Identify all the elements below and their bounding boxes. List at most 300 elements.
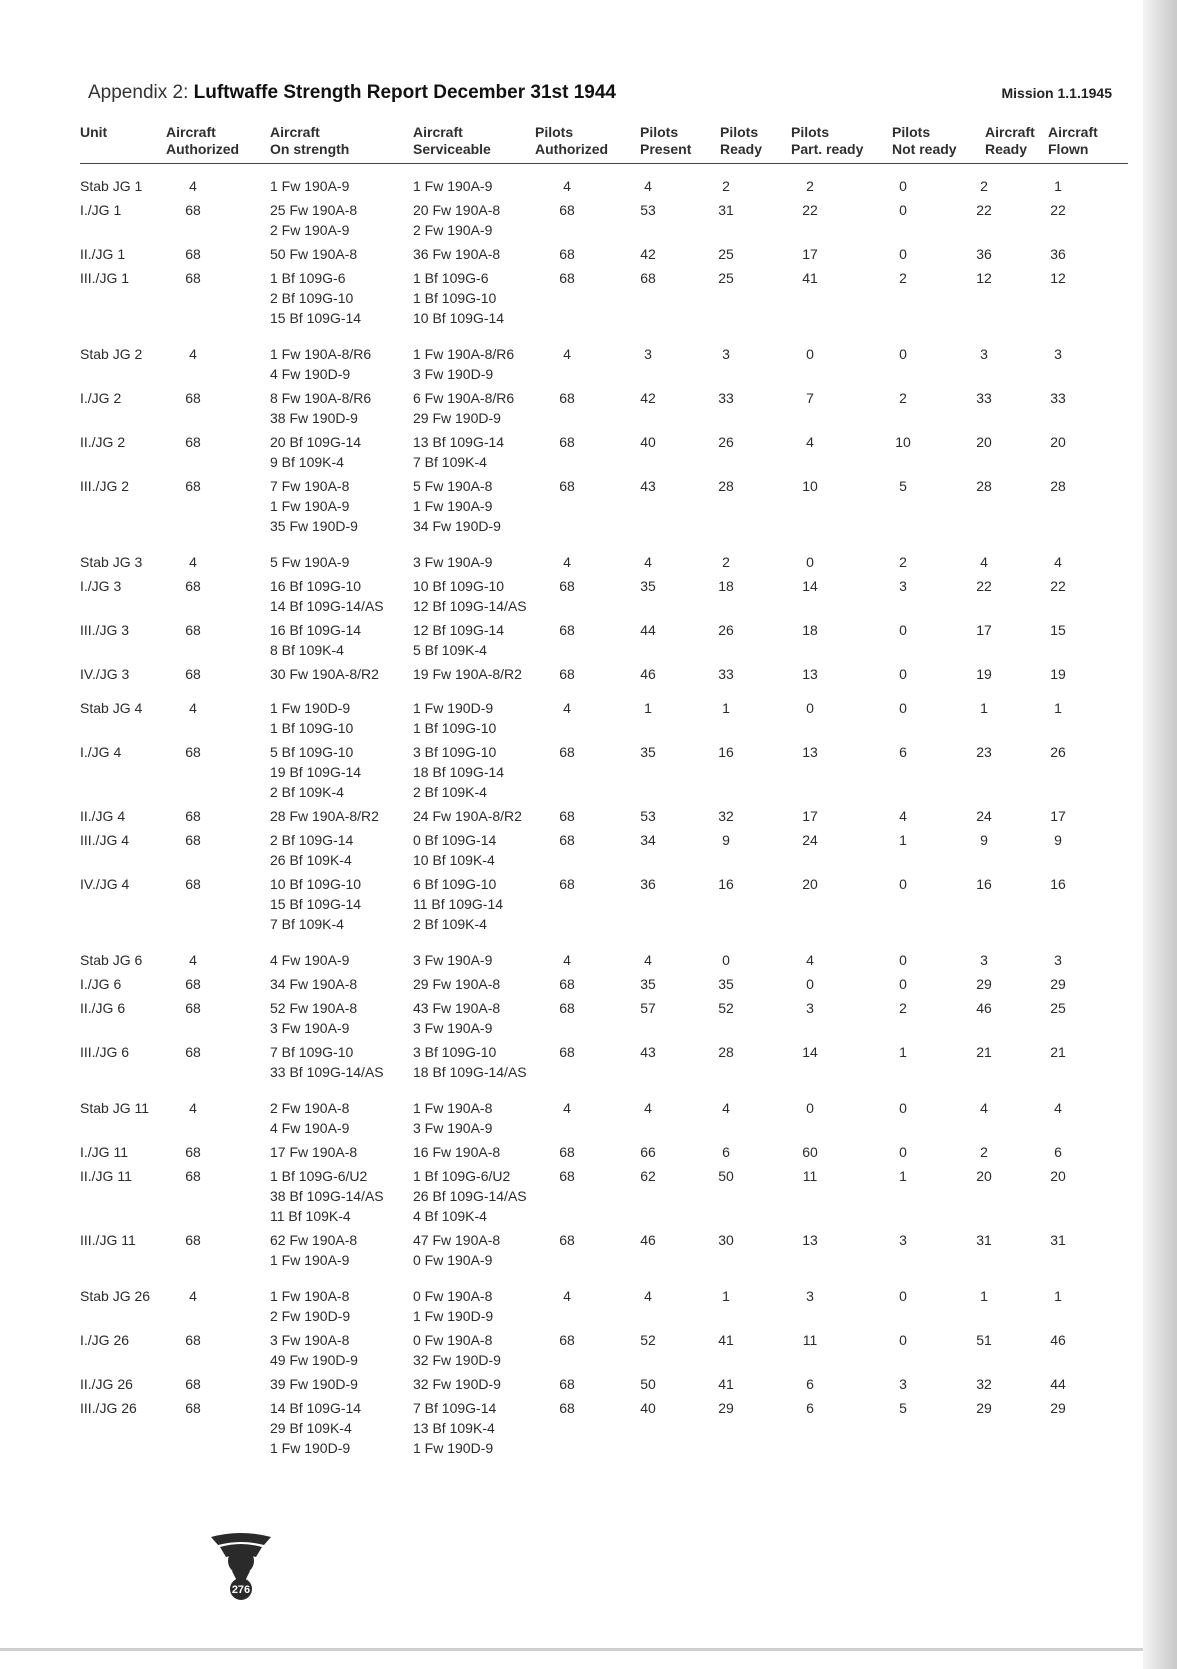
cell-unit: Stab JG 4: [80, 700, 143, 716]
aircraft-line: 18 Bf 109G-14: [413, 764, 505, 780]
cell-on-strength: [270, 1286, 410, 1326]
cell-p-auth: 68: [559, 390, 575, 406]
cell-on-strength: [270, 806, 410, 826]
cell-unit: III./JG 2: [80, 478, 130, 494]
cell-ac-flown: 26: [1050, 744, 1066, 760]
cell-ac-flown: 36: [1050, 246, 1066, 262]
cell-p-part: 17: [802, 246, 818, 262]
cell-p-part: 2: [806, 178, 814, 194]
cell-ac-auth: 4: [189, 1288, 197, 1304]
cell-p-ready: 18: [718, 578, 734, 594]
table-row: [80, 244, 1128, 264]
col-header-line1: Pilots: [640, 124, 679, 140]
cell-p-auth: 68: [559, 622, 575, 638]
cell-p-present: 62: [640, 1168, 656, 1184]
cell-ac-flown: 12: [1050, 270, 1066, 286]
cell-ac-flown: 6: [1054, 1144, 1062, 1160]
cell-p-auth: 68: [559, 808, 575, 824]
cell-p-auth: 4: [563, 178, 571, 194]
table-row: [80, 552, 1128, 572]
cell-p-ready: 35: [718, 976, 734, 992]
aircraft-line: 0 Fw 190A-9: [413, 1252, 493, 1268]
cell-ac-ready: 1: [980, 1288, 988, 1304]
aircraft-line: 3 Fw 190A-9: [413, 1020, 493, 1036]
cell-ac-auth: 68: [185, 876, 201, 892]
cell-p-auth: 68: [559, 478, 575, 494]
table-row: [80, 742, 1128, 802]
cell-p-ready: 33: [718, 390, 734, 406]
cell-p-present: 52: [640, 1332, 656, 1348]
aircraft-line: 3 Bf 109G-10: [413, 744, 497, 760]
cell-p-not: 5: [899, 478, 907, 494]
cell-p-not: 0: [899, 622, 907, 638]
table-row: [80, 268, 1128, 328]
cell-p-part: 24: [802, 832, 818, 848]
col-header-line2: Flown: [1048, 141, 1089, 157]
cell-ac-ready: 4: [980, 1100, 988, 1116]
table-row: [80, 620, 1128, 660]
cell-p-part: 60: [802, 1144, 818, 1160]
cell-ac-ready: 3: [980, 952, 988, 968]
aircraft-line: 8 Bf 109K-4: [270, 642, 344, 658]
aircraft-line: 15 Bf 109G-14: [270, 896, 362, 912]
cell-p-ready: 29: [718, 1400, 734, 1416]
cell-p-present: 57: [640, 1000, 656, 1016]
cell-p-part: 0: [806, 1100, 814, 1116]
aircraft-line: 4 Fw 190A-9: [270, 1120, 350, 1136]
cell-p-auth: 68: [559, 1376, 575, 1392]
aircraft-line: 3 Fw 190A-9: [413, 554, 493, 570]
cell-ac-ready: 4: [980, 554, 988, 570]
aircraft-line: 2 Bf 109K-4: [270, 784, 344, 800]
cell-p-ready: 9: [722, 832, 730, 848]
cell-p-part: 14: [802, 1044, 818, 1060]
cell-ac-ready: 22: [976, 578, 992, 594]
cell-on-strength: [270, 1166, 410, 1226]
cell-p-part: 0: [806, 700, 814, 716]
cell-p-part: 6: [806, 1400, 814, 1416]
cell-ac-ready: 17: [976, 622, 992, 638]
cell-serviceable: [413, 1098, 543, 1138]
aircraft-line: 7 Bf 109G-10: [270, 1044, 354, 1060]
cell-on-strength: [270, 742, 410, 802]
col-header-line1: Pilots: [892, 124, 931, 140]
cell-ac-flown: 22: [1050, 202, 1066, 218]
cell-serviceable: [413, 476, 543, 536]
cell-p-ready: 26: [718, 622, 734, 638]
cell-ac-ready: 51: [976, 1332, 992, 1348]
cell-p-part: 7: [806, 390, 814, 406]
cell-ac-ready: 9: [980, 832, 988, 848]
cell-p-not: 3: [899, 578, 907, 594]
col-header-pilots-ready: [720, 124, 762, 158]
table-row: [80, 476, 1128, 536]
table-row: [80, 1330, 1128, 1370]
cell-unit: I./JG 26: [80, 1332, 130, 1348]
cell-p-present: 53: [640, 808, 656, 824]
cell-p-part: 0: [806, 554, 814, 570]
cell-p-not: 0: [899, 1144, 907, 1160]
cell-ac-auth: 4: [189, 700, 197, 716]
col-header-line1: Pilots: [791, 124, 830, 140]
cell-p-present: 35: [640, 744, 656, 760]
table-row: [80, 830, 1128, 870]
cell-p-present: 4: [644, 1100, 652, 1116]
table-row: [80, 176, 1128, 196]
aircraft-line: 8 Fw 190A-8/R6: [270, 390, 372, 406]
cell-unit: II./JG 26: [80, 1376, 133, 1392]
col-header-line1: Unit: [80, 124, 108, 140]
aircraft-line: 0 Fw 190A-8: [413, 1288, 493, 1304]
cell-p-present: 68: [640, 270, 656, 286]
aircraft-line: 9 Bf 109K-4: [270, 454, 344, 470]
cell-p-part: 0: [806, 976, 814, 992]
col-header-line2: On strength: [270, 141, 350, 157]
cell-on-strength: [270, 476, 410, 536]
cell-p-part: 11: [802, 1168, 818, 1184]
cell-ac-auth: 68: [185, 808, 201, 824]
cell-p-present: 35: [640, 976, 656, 992]
cell-p-present: 4: [644, 178, 652, 194]
cell-p-present: 46: [640, 666, 656, 682]
cell-p-not: 2: [899, 1000, 907, 1016]
aircraft-line: 0 Bf 109G-14: [413, 832, 497, 848]
table-row: [80, 432, 1128, 472]
table-row: [80, 698, 1128, 738]
cell-on-strength: [270, 974, 410, 994]
cell-p-part: 13: [802, 1232, 818, 1248]
aircraft-line: 4 Fw 190D-9: [270, 366, 351, 382]
table-row: [80, 974, 1128, 994]
aircraft-line: 10 Bf 109K-4: [413, 852, 495, 868]
cell-ac-auth: 68: [185, 390, 201, 406]
aircraft-line: 6 Bf 109G-10: [413, 876, 497, 892]
cell-ac-flown: 29: [1050, 1400, 1066, 1416]
aircraft-line: 2 Bf 109K-4: [413, 916, 487, 932]
cell-ac-flown: 1: [1054, 178, 1062, 194]
cell-ac-ready: 16: [976, 876, 992, 892]
cell-p-ready: 41: [718, 1332, 734, 1348]
aircraft-line: 0 Fw 190A-8: [413, 1332, 493, 1348]
cell-p-part: 13: [802, 744, 818, 760]
aircraft-line: 19 Bf 109G-14: [270, 764, 362, 780]
aircraft-line: 43 Fw 190A-8: [413, 1000, 501, 1016]
cell-p-ready: 33: [718, 666, 734, 682]
cell-p-ready: 52: [718, 1000, 734, 1016]
cell-serviceable: [413, 1230, 543, 1270]
cell-serviceable: [413, 268, 543, 328]
aircraft-line: 28 Fw 190A-8/R2: [270, 808, 379, 824]
cell-on-strength: [270, 1142, 410, 1162]
cell-ac-auth: 68: [185, 578, 201, 594]
cell-p-auth: 68: [559, 270, 575, 286]
table-row: [80, 1098, 1128, 1138]
cell-ac-auth: 4: [189, 1100, 197, 1116]
col-header-line2: Ready: [720, 141, 763, 157]
aircraft-line: 3 Bf 109G-10: [413, 1044, 497, 1060]
aircraft-line: 30 Fw 190A-8/R2: [270, 666, 379, 682]
cell-ac-auth: 4: [189, 952, 197, 968]
cell-unit: III./JG 3: [80, 622, 130, 638]
cell-unit: III./JG 4: [80, 832, 130, 848]
cell-on-strength: [270, 874, 410, 934]
cell-ac-flown: 22: [1050, 578, 1066, 594]
aircraft-line: 1 Bf 109G-10: [270, 720, 354, 736]
table-row: [80, 1398, 1128, 1458]
cell-p-present: 4: [644, 1288, 652, 1304]
cell-p-part: 3: [806, 1288, 814, 1304]
cell-ac-ready: 21: [976, 1044, 992, 1060]
table-row: [80, 1042, 1128, 1082]
cell-on-strength: [270, 1098, 410, 1138]
cell-ac-flown: 19: [1050, 666, 1066, 682]
cell-unit: I./JG 11: [80, 1144, 128, 1160]
cell-p-auth: 68: [559, 1144, 575, 1160]
cell-p-ready: 50: [718, 1168, 734, 1184]
cell-p-part: 4: [806, 952, 814, 968]
cell-ac-auth: 68: [185, 1376, 201, 1392]
aircraft-line: 2 Fw 190D-9: [270, 1308, 351, 1324]
cell-on-strength: [270, 664, 410, 684]
aircraft-line: 19 Fw 190A-8/R2: [413, 666, 522, 682]
table-row: [80, 1166, 1128, 1226]
col-header-line2: Authorized: [166, 141, 240, 157]
cell-ac-ready: 36: [976, 246, 992, 262]
aircraft-line: 2 Bf 109K-4: [413, 784, 487, 800]
cell-p-not: 1: [899, 1168, 907, 1184]
aircraft-line: 12 Bf 109G-14/AS: [413, 598, 527, 614]
aircraft-line: 11 Bf 109K-4: [270, 1208, 351, 1224]
cell-ac-auth: 68: [185, 1232, 201, 1248]
cell-ac-auth: 68: [185, 202, 201, 218]
col-header-line2: Part. ready: [791, 141, 864, 157]
cell-p-part: 11: [802, 1332, 818, 1348]
cell-ac-flown: 16: [1050, 876, 1066, 892]
aircraft-line: 50 Fw 190A-8: [270, 246, 358, 262]
cell-p-ready: 26: [718, 434, 734, 450]
cell-ac-auth: 68: [185, 832, 201, 848]
cell-serviceable: [413, 388, 543, 428]
aircraft-line: 16 Fw 190A-8: [413, 1144, 501, 1160]
cell-unit: Stab JG 2: [80, 346, 143, 362]
cell-p-ready: 2: [722, 178, 730, 194]
cell-p-not: 3: [899, 1376, 907, 1392]
aircraft-line: 16 Bf 109G-10: [270, 578, 362, 594]
aircraft-line: 1 Fw 190A-9: [413, 498, 493, 514]
cell-p-auth: 68: [559, 832, 575, 848]
cell-serviceable: [413, 1398, 543, 1458]
table-row: [80, 664, 1128, 684]
cell-unit: Stab JG 11: [80, 1100, 150, 1116]
cell-ac-ready: 20: [976, 434, 992, 450]
cell-p-auth: 68: [559, 1044, 575, 1060]
cell-p-not: 0: [899, 1100, 907, 1116]
aircraft-line: 5 Fw 190A-9: [270, 554, 350, 570]
aircraft-line: 26 Bf 109G-14/AS: [413, 1188, 527, 1204]
aircraft-line: 14 Bf 109G-14/AS: [270, 598, 384, 614]
aircraft-line: 1 Fw 190D-9: [413, 1308, 494, 1324]
cell-on-strength: [270, 1042, 410, 1082]
aircraft-line: 3 Fw 190A-9: [413, 952, 493, 968]
cell-ac-flown: 1: [1054, 700, 1062, 716]
col-header-pilots-not-ready: [892, 124, 957, 158]
cell-on-strength: [270, 950, 410, 970]
cell-ac-auth: 68: [185, 246, 201, 262]
cell-on-strength: [270, 1398, 410, 1458]
col-header-unit: [80, 124, 107, 141]
cell-p-ready: 1: [722, 1288, 730, 1304]
cell-p-present: 3: [644, 346, 652, 362]
cell-on-strength: [270, 200, 410, 240]
cell-unit: II./JG 1: [80, 246, 126, 262]
cell-serviceable: [413, 432, 543, 472]
cell-p-auth: 4: [563, 700, 571, 716]
cell-on-strength: [270, 1330, 410, 1370]
cell-ac-auth: 4: [189, 178, 197, 194]
table-row: [80, 1142, 1128, 1162]
aircraft-line: 38 Fw 190D-9: [270, 410, 358, 426]
aircraft-line: 15 Bf 109G-14: [270, 310, 362, 326]
aircraft-line: 36 Fw 190A-8: [413, 246, 501, 262]
table-header: [80, 124, 1128, 164]
aircraft-line: 24 Fw 190A-8/R2: [413, 808, 522, 824]
cell-p-present: 40: [640, 1400, 656, 1416]
cell-on-strength: [270, 388, 410, 428]
cell-serviceable: [413, 1330, 543, 1370]
cell-p-part: 14: [802, 578, 818, 594]
cell-unit: IV./JG 3: [80, 666, 130, 682]
cell-p-ready: 16: [718, 744, 734, 760]
aircraft-line: 32 Fw 190D-9: [413, 1376, 501, 1392]
cell-p-present: 4: [644, 952, 652, 968]
aircraft-line: 1 Fw 190D-9: [270, 1440, 351, 1456]
cell-p-auth: 4: [563, 952, 571, 968]
cell-p-present: 1: [644, 700, 652, 716]
aircraft-line: 10 Bf 109G-10: [413, 578, 505, 594]
cell-p-ready: 28: [718, 478, 734, 494]
cell-p-ready: 2: [722, 554, 730, 570]
cell-p-present: 66: [640, 1144, 656, 1160]
cell-ac-flown: 29: [1050, 976, 1066, 992]
cell-on-strength: [270, 552, 410, 572]
cell-unit: I./JG 1: [80, 202, 122, 218]
cell-p-ready: 0: [722, 952, 730, 968]
cell-p-not: 4: [899, 808, 907, 824]
cell-ac-flown: 20: [1050, 434, 1066, 450]
cell-unit: Stab JG 26: [80, 1288, 151, 1304]
cell-serviceable: [413, 664, 543, 684]
cell-ac-auth: 68: [185, 434, 201, 450]
cell-unit: II./JG 6: [80, 1000, 126, 1016]
cell-ac-ready: 3: [980, 346, 988, 362]
cell-p-present: 4: [644, 554, 652, 570]
cell-ac-flown: 17: [1050, 808, 1066, 824]
cell-ac-flown: 44: [1050, 1376, 1066, 1392]
cell-p-not: 3: [899, 1232, 907, 1248]
cell-p-part: 13: [802, 666, 818, 682]
aircraft-line: 1 Fw 190A-9: [413, 178, 493, 194]
cell-ac-flown: 3: [1054, 952, 1062, 968]
table-row: [80, 950, 1128, 970]
col-header-line1: Aircraft: [1048, 124, 1098, 140]
cell-p-present: 43: [640, 1044, 656, 1060]
title-main: Luftwaffe Strength Report December 31st 1944: [193, 82, 616, 103]
aircraft-line: 39 Fw 190D-9: [270, 1376, 358, 1392]
cell-p-auth: 4: [563, 1100, 571, 1116]
cell-on-strength: [270, 268, 410, 328]
aircraft-line: 2 Fw 190A-8: [270, 1100, 350, 1116]
aircraft-line: 3 Fw 190D-9: [413, 366, 494, 382]
cell-ac-flown: 9: [1054, 832, 1062, 848]
cell-ac-ready: 23: [976, 744, 992, 760]
bottom-edge-line: [0, 1648, 1143, 1651]
aircraft-line: 62 Fw 190A-8: [270, 1232, 358, 1248]
table-row: [80, 806, 1128, 826]
cell-ac-auth: 68: [185, 1044, 201, 1060]
cell-unit: II./JG 11: [80, 1168, 132, 1184]
cell-p-part: 6: [806, 1376, 814, 1392]
cell-p-present: 36: [640, 876, 656, 892]
cell-p-part: 22: [802, 202, 818, 218]
cell-ac-ready: 2: [980, 1144, 988, 1160]
cell-ac-auth: 68: [185, 1168, 201, 1184]
aircraft-line: 1 Bf 109G-6: [270, 270, 346, 286]
col-header-line1: Aircraft: [413, 124, 463, 140]
aircraft-line: 34 Fw 190A-8: [270, 976, 358, 992]
cell-ac-ready: 29: [976, 1400, 992, 1416]
aircraft-line: 33 Bf 109G-14/AS: [270, 1064, 384, 1080]
col-header-aircraft-authorized: [166, 124, 239, 158]
cell-p-ready: 28: [718, 1044, 734, 1060]
cell-unit: Stab JG 6: [80, 952, 143, 968]
cell-ac-auth: 68: [185, 1000, 201, 1016]
cell-serviceable: [413, 576, 543, 616]
cell-unit: I./JG 6: [80, 976, 122, 992]
cell-p-present: 44: [640, 622, 656, 638]
cell-serviceable: [413, 344, 543, 384]
aircraft-line: 2 Bf 109G-14: [270, 832, 354, 848]
cell-p-ready: 30: [718, 1232, 734, 1248]
cell-ac-auth: 68: [185, 622, 201, 638]
cell-p-auth: 68: [559, 666, 575, 682]
table-row: [80, 200, 1128, 240]
cell-on-strength: [270, 344, 410, 384]
cell-serviceable: [413, 950, 543, 970]
table-row: [80, 388, 1128, 428]
cell-serviceable: [413, 806, 543, 826]
cell-p-part: 17: [802, 808, 818, 824]
cell-on-strength: [270, 998, 410, 1038]
cell-p-not: 1: [899, 1044, 907, 1060]
cell-p-present: 40: [640, 434, 656, 450]
aircraft-line: 52 Fw 190A-8: [270, 1000, 358, 1016]
aircraft-line: 5 Bf 109K-4: [413, 642, 487, 658]
cell-p-auth: 68: [559, 578, 575, 594]
cell-unit: II./JG 4: [80, 808, 126, 824]
cell-p-present: 53: [640, 202, 656, 218]
aircraft-line: 4 Bf 109K-4: [413, 1208, 487, 1224]
aircraft-line: 12 Bf 109G-14: [413, 622, 505, 638]
cell-p-ready: 6: [722, 1144, 730, 1160]
aircraft-line: 3 Fw 190A-8: [270, 1332, 350, 1348]
aircraft-line: 29 Bf 109K-4: [270, 1420, 352, 1436]
cell-p-not: 0: [899, 178, 907, 194]
cell-ac-flown: 33: [1050, 390, 1066, 406]
cell-ac-auth: 68: [185, 1144, 201, 1160]
table-row: [80, 344, 1128, 384]
cell-p-not: 10: [895, 434, 911, 450]
aircraft-line: 4 Fw 190A-9: [270, 952, 350, 968]
